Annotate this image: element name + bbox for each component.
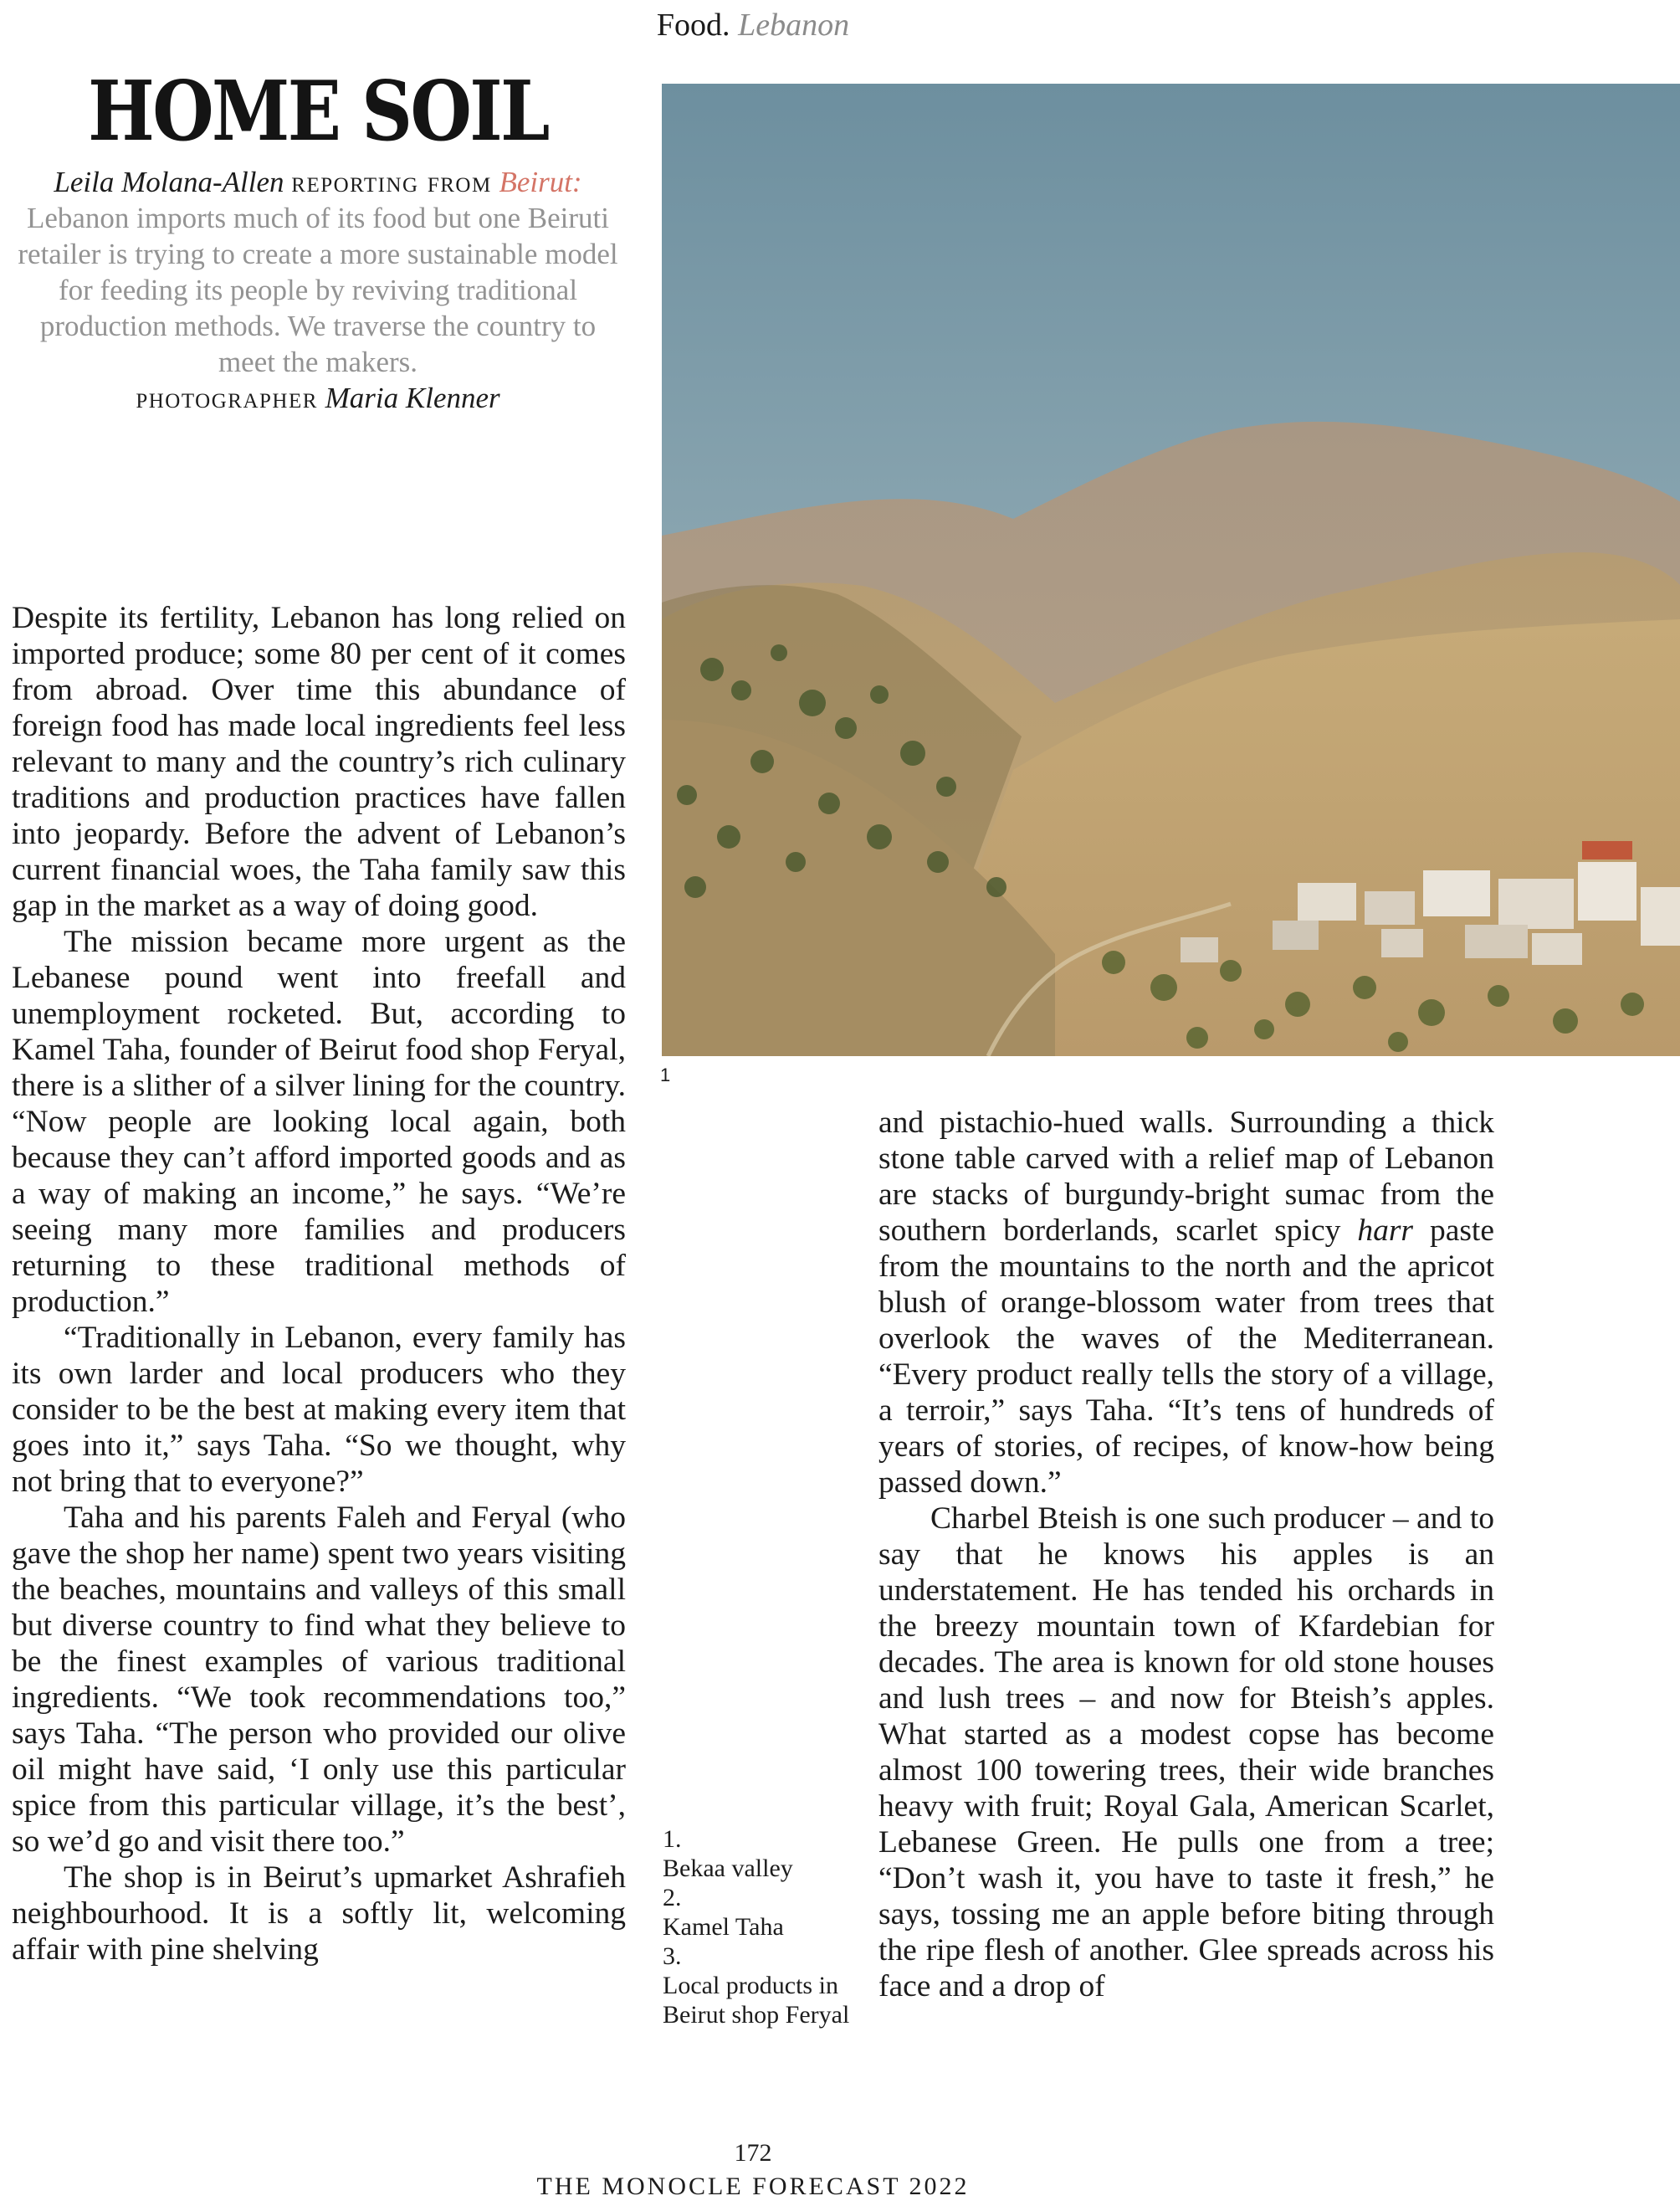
caption-number: 3. [663, 1942, 682, 1970]
landscape-illustration [662, 84, 1680, 1056]
caption-text: Kamel Taha [663, 1913, 784, 1941]
section-place: Lebanon [738, 8, 850, 43]
photographer-label: photographer [136, 382, 318, 414]
headline: HOME SOIL [88, 64, 548, 160]
author-name: Leila Molana-Allen [54, 166, 284, 198]
body-paragraph [878, 1105, 1494, 1501]
caption-text: Bekaa valley [663, 1855, 793, 1882]
caption-number: 2. [663, 1884, 682, 1911]
body-paragraph: Despite its fertility, Lebanon has long relied on imported produce; some 80 per cent of it comes from abroad. Over time this abundance of foreign food has made local ingredients feel less relevant to many and the country’s rich culinary traditions and production practices have fallen into jeopardy. Before the advent of Lebanon’s current financial woes, the Taha family saw this gap in the market as a way of doing good. [12, 601, 626, 923]
body-paragraph: Charbel Bteish is one such producer – and to say that he knows his apples is an understatement. He has tended his orchards in the breezy mountain town of Kfardebian for decades. The area is known for old stone houses and lush trees – and now for Bteish’s apples. What started as a modest copse has become almost 100 towering trees, their wide branches heavy with fruit; Royal Gala, American Scarlet, Lebanese Green. He pulls one from a tree; “Don’t wash it, you have to taste it fresh,” he says, tossing me an apple before biting through the ripe flesh of another. Glee spreads across his face and a drop of [878, 1501, 1494, 2003]
standfirst-text: Lebanon imports much of its food but one Beiruti retailer is trying to create a more sustainable model for feeding its people by reviving traditional production methods. We traverse the country to meet the makers. [18, 202, 618, 378]
photo-captions [663, 1824, 863, 2029]
body-column-left [12, 600, 626, 1967]
section-category: Food. [656, 8, 730, 43]
location-label: Beirut: [499, 166, 582, 198]
body-column-right [878, 1105, 1494, 2004]
page-number: 172 [734, 2139, 772, 2167]
reporting-label: reporting from [291, 166, 492, 198]
figure-number: 1 [660, 1065, 671, 1085]
caption-text: Local products in Beirut shop Feryal [663, 1972, 850, 2029]
body-italic-term: harr [1357, 1213, 1413, 1248]
body-paragraph: The shop is in Beirut’s upmarket Ashrafieh neighbourhood. It is a softly lit, welcoming affair with pine shelving [12, 1860, 626, 1967]
hero-photo-bekaa-valley [662, 84, 1680, 1056]
body-text: and pistachio-hued walls. Surrounding a thick stone table carved with a relief map of Lebanon are stacks of burgundy-bright sumac from the southern borderlands, scarlet spicy [878, 1106, 1494, 1248]
intro-standfirst [17, 164, 619, 416]
caption-number: 1. [663, 1825, 682, 1853]
body-paragraph: Taha and his parents Faleh and Feryal (who gave the shop her name) spent two years visiting the beaches, mountains and valleys of this small but diverse country to find what they believe to be the finest examples of various traditional ingredients. “We took recommendations too,” says Taha. “The person who provided our olive oil might have said, ‘I only use this particular spice from this particular village, it’s the best’, so we’d go and visit there too.” [12, 1501, 626, 1859]
section-label [0, 7, 1506, 44]
body-text: paste from the mountains to the north and the apricot blush of orange-blossom water from trees that overlook the waves of the Mediterranean. “Every product really tells the story of a village, a terroir,” says Taha. “It’s tens of hundreds of years of stories, of recipes, of know-how being passed down.” [878, 1213, 1494, 1500]
body-paragraph: The mission became more urgent as the Lebanese pound went into freefall and unemployment rocketed. But, according to Kamel Taha, founder of Beirut food shop Feryal, there is a slither of a silver lining for the country. “Now people are looking local again, both because they can’t afford imported goods and as a way of making an income,” he says. “We’re seeing many more families and producers returning to these traditional methods of production.” [12, 925, 626, 1319]
magazine-name: THE MONOCLE FORECAST 2022 [536, 2173, 970, 2200]
photographer-name: Maria Klenner [325, 382, 500, 414]
body-paragraph: “Traditionally in Lebanon, every family has its own larder and local producers who they consider to be the best at making every item that goes into it,” says Taha. “So we thought, why not bring that to everyone?” [12, 1321, 626, 1499]
